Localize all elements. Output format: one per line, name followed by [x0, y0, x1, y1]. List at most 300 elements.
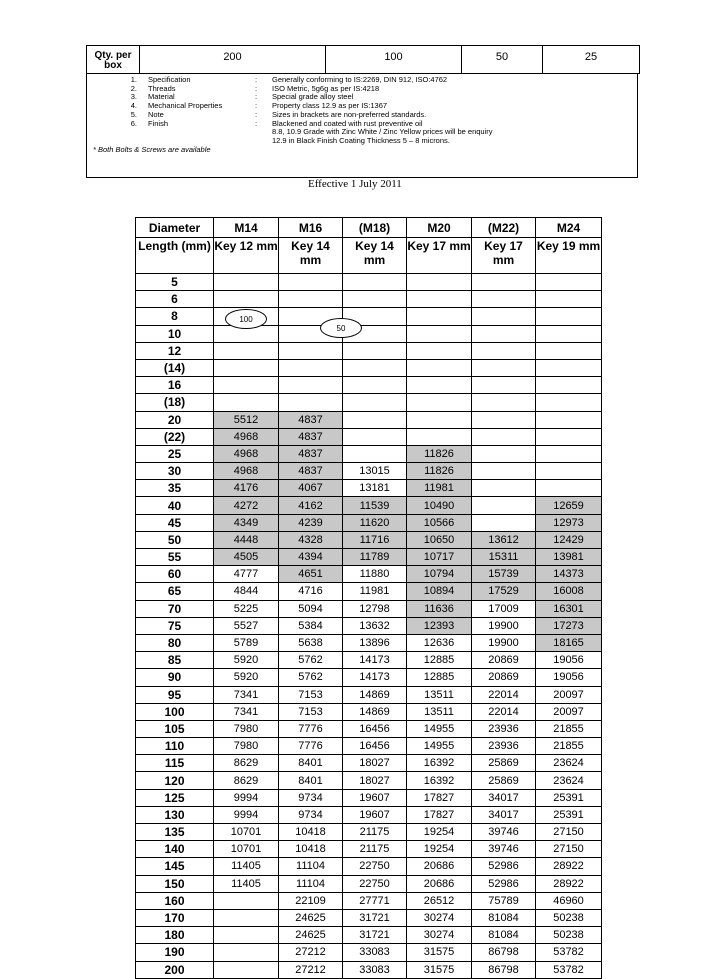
- price-table: [135, 217, 602, 979]
- price-cell: [536, 394, 602, 411]
- price-cell: 10418: [279, 841, 343, 858]
- price-cell: 24625: [279, 909, 343, 926]
- price-cell: 34017: [472, 806, 536, 823]
- length-cell: (14): [136, 359, 214, 376]
- price-cell: [214, 961, 279, 978]
- price-cell: 7153: [279, 703, 343, 720]
- price-cell: 5094: [279, 600, 343, 617]
- length-cell: 50: [136, 531, 214, 548]
- price-cell: 10566: [407, 514, 472, 531]
- price-cell: 31575: [407, 944, 472, 961]
- price-cell: [536, 274, 602, 291]
- price-cell: 21855: [536, 738, 602, 755]
- price-cell: 4968: [214, 445, 279, 462]
- length-cell: 6: [136, 291, 214, 308]
- price-cell: 4162: [279, 497, 343, 514]
- price-cell: 13632: [343, 617, 407, 634]
- price-cell: 12659: [536, 497, 602, 514]
- price-cell: 19254: [407, 841, 472, 858]
- price-cell: 7341: [214, 703, 279, 720]
- size-header: (M22): [472, 218, 536, 238]
- price-cell: 12393: [407, 617, 472, 634]
- footnote: * Both Bolts & Screws are available: [93, 145, 211, 154]
- key-header: Key 17 mm: [407, 238, 472, 274]
- length-cell: 20: [136, 411, 214, 428]
- spec-key: Finish: [148, 118, 169, 128]
- price-cell: 12429: [536, 531, 602, 548]
- price-cell: 11104: [279, 858, 343, 875]
- price-cell: 4394: [279, 549, 343, 566]
- table-row: [136, 720, 602, 737]
- length-cell: (22): [136, 428, 214, 445]
- price-cell: [279, 359, 343, 376]
- price-cell: 14173: [343, 669, 407, 686]
- price-cell: 4716: [279, 583, 343, 600]
- price-cell: 22750: [343, 858, 407, 875]
- price-cell: 19607: [343, 789, 407, 806]
- price-cell: 4349: [214, 514, 279, 531]
- price-cell: 11539: [343, 497, 407, 514]
- length-cell: 40: [136, 497, 214, 514]
- price-cell: 39746: [472, 824, 536, 841]
- price-cell: 11826: [407, 463, 472, 480]
- length-cell: 160: [136, 892, 214, 909]
- price-cell: 18027: [343, 755, 407, 772]
- table-row: [136, 961, 602, 978]
- spec-key: Specification: [148, 75, 191, 84]
- table-row: [136, 927, 602, 944]
- price-cell: 11981: [407, 480, 472, 497]
- price-cell: 4837: [279, 428, 343, 445]
- price-cell: 4176: [214, 480, 279, 497]
- price-cell: 17827: [407, 806, 472, 823]
- price-cell: 4067: [279, 480, 343, 497]
- price-cell: [214, 394, 279, 411]
- price-cell: 5920: [214, 652, 279, 669]
- qty-value: 50: [462, 46, 543, 74]
- price-cell: [536, 325, 602, 342]
- price-cell: 31721: [343, 927, 407, 944]
- price-cell: 30274: [407, 909, 472, 926]
- price-cell: [472, 497, 536, 514]
- price-cell: 19900: [472, 617, 536, 634]
- price-cell: [407, 308, 472, 325]
- length-cell: 90: [136, 669, 214, 686]
- price-cell: 13511: [407, 686, 472, 703]
- price-cell: 8629: [214, 772, 279, 789]
- size-header: M16: [279, 218, 343, 238]
- price-cell: 9734: [279, 806, 343, 823]
- length-cell: 190: [136, 944, 214, 961]
- table-row: [136, 531, 602, 548]
- price-cell: 22750: [343, 875, 407, 892]
- price-cell: 18165: [536, 634, 602, 651]
- table-row: [136, 841, 602, 858]
- price-cell: 13612: [472, 531, 536, 548]
- length-cell: 85: [136, 652, 214, 669]
- price-cell: 25869: [472, 755, 536, 772]
- price-cell: [407, 411, 472, 428]
- price-cell: 23936: [472, 738, 536, 755]
- price-cell: 15311: [472, 549, 536, 566]
- price-cell: 14869: [343, 686, 407, 703]
- table-row: [136, 755, 602, 772]
- price-cell: 9994: [214, 806, 279, 823]
- price-cell: 11981: [343, 583, 407, 600]
- table-row: [136, 445, 602, 462]
- price-cell: 7980: [214, 720, 279, 737]
- price-cell: 4448: [214, 531, 279, 548]
- price-cell: 17529: [472, 583, 536, 600]
- price-cell: 27212: [279, 961, 343, 978]
- table-row: [136, 909, 602, 926]
- price-cell: 11789: [343, 549, 407, 566]
- effective-date: Effective 1 July 2011: [308, 178, 402, 190]
- price-cell: 8629: [214, 755, 279, 772]
- price-cell: 14869: [343, 703, 407, 720]
- price-cell: 25391: [536, 806, 602, 823]
- price-cell: 20097: [536, 703, 602, 720]
- price-cell: [343, 342, 407, 359]
- price-cell: 14955: [407, 738, 472, 755]
- price-cell: 4651: [279, 566, 343, 583]
- spec-key: Threads: [148, 83, 176, 93]
- price-cell: 20869: [472, 669, 536, 686]
- price-cell: 12885: [407, 652, 472, 669]
- price-cell: 19254: [407, 824, 472, 841]
- price-cell: 20097: [536, 686, 602, 703]
- price-cell: 4844: [214, 583, 279, 600]
- spec-key: Material: [148, 92, 175, 102]
- table-row: [136, 377, 602, 394]
- length-cell: 80: [136, 634, 214, 651]
- price-cell: [279, 342, 343, 359]
- price-cell: 25391: [536, 789, 602, 806]
- price-cell: 81084: [472, 927, 536, 944]
- price-cell: 46960: [536, 892, 602, 909]
- table-row: [136, 703, 602, 720]
- price-cell: 20686: [407, 875, 472, 892]
- key-header: Key 19 mm: [536, 238, 602, 274]
- qty-value: 100: [326, 46, 462, 74]
- table-row: [136, 549, 602, 566]
- price-cell: [214, 909, 279, 926]
- spec-colon: :: [255, 83, 258, 93]
- qty-per-box-table: [86, 45, 640, 74]
- spec-extra-line: 8.8, 10.9 Grade with Zinc White / Zinc Yellow prices will be enquiry: [272, 127, 493, 137]
- price-cell: 33083: [343, 944, 407, 961]
- price-cell: 28922: [536, 858, 602, 875]
- length-cell: 16: [136, 377, 214, 394]
- header-length: Length (mm): [136, 238, 214, 274]
- table-row: [136, 308, 602, 325]
- price-cell: 86798: [472, 944, 536, 961]
- table-row: [136, 514, 602, 531]
- length-cell: 125: [136, 789, 214, 806]
- price-cell: 33083: [343, 961, 407, 978]
- price-cell: 10418: [279, 824, 343, 841]
- price-cell: [343, 359, 407, 376]
- table-row: [136, 342, 602, 359]
- length-cell: 75: [136, 617, 214, 634]
- price-cell: 19056: [536, 652, 602, 669]
- price-cell: 13181: [343, 480, 407, 497]
- table-row: [136, 394, 602, 411]
- spec-key: Mechanical Properties: [148, 101, 223, 111]
- length-cell: 8: [136, 308, 214, 325]
- price-cell: 23624: [536, 772, 602, 789]
- price-cell: 20869: [472, 652, 536, 669]
- length-cell: 110: [136, 738, 214, 755]
- price-cell: 5920: [214, 669, 279, 686]
- price-cell: 7980: [214, 738, 279, 755]
- price-cell: 24625: [279, 927, 343, 944]
- price-cell: 11826: [407, 445, 472, 462]
- price-cell: 7776: [279, 720, 343, 737]
- price-cell: [343, 428, 407, 445]
- size-header: M14: [214, 218, 279, 238]
- table-row: [136, 291, 602, 308]
- price-cell: 8401: [279, 772, 343, 789]
- price-cell: 4968: [214, 463, 279, 480]
- length-cell: 65: [136, 583, 214, 600]
- qty-bubble: 100: [225, 309, 267, 329]
- price-cell: [407, 377, 472, 394]
- price-cell: 4239: [279, 514, 343, 531]
- price-cell: [536, 411, 602, 428]
- price-cell: 13511: [407, 703, 472, 720]
- price-cell: 4328: [279, 531, 343, 548]
- key-header: Key 14 mm: [279, 238, 343, 274]
- price-cell: 5512: [214, 411, 279, 428]
- price-cell: 28922: [536, 875, 602, 892]
- price-cell: 31721: [343, 909, 407, 926]
- price-cell: [472, 291, 536, 308]
- length-cell: 60: [136, 566, 214, 583]
- table-row: [136, 944, 602, 961]
- size-header: M20: [407, 218, 472, 238]
- length-cell: 180: [136, 927, 214, 944]
- price-cell: 16392: [407, 772, 472, 789]
- price-cell: 11636: [407, 600, 472, 617]
- price-cell: [343, 445, 407, 462]
- spec-number: 5.: [130, 109, 137, 119]
- price-cell: [536, 359, 602, 376]
- length-cell: 135: [136, 824, 214, 841]
- price-cell: [472, 325, 536, 342]
- spec-value: Special grade alloy steel: [272, 92, 354, 102]
- price-cell: 11104: [279, 875, 343, 892]
- price-cell: 52986: [472, 858, 536, 875]
- spec-number: 3.: [130, 92, 137, 102]
- price-cell: 4837: [279, 411, 343, 428]
- table-row: [136, 875, 602, 892]
- spec-number: 4.: [130, 101, 137, 111]
- spec-extra-line: 12.9 in Black Finish Coating Thickness 5 – 8 microns.: [272, 135, 450, 145]
- price-cell: [472, 514, 536, 531]
- price-cell: 26512: [407, 892, 472, 909]
- price-cell: [536, 377, 602, 394]
- price-cell: [343, 274, 407, 291]
- price-cell: [214, 342, 279, 359]
- length-cell: 150: [136, 875, 214, 892]
- price-cell: 11405: [214, 858, 279, 875]
- price-cell: [536, 445, 602, 462]
- header-diameter: Diameter: [136, 218, 214, 238]
- price-cell: 22109: [279, 892, 343, 909]
- price-cell: 4968: [214, 428, 279, 445]
- length-cell: 200: [136, 961, 214, 978]
- price-cell: 4272: [214, 497, 279, 514]
- length-cell: 140: [136, 841, 214, 858]
- price-cell: [343, 377, 407, 394]
- price-cell: 23936: [472, 720, 536, 737]
- price-cell: [343, 394, 407, 411]
- price-cell: 13896: [343, 634, 407, 651]
- qty-value: 25: [543, 46, 640, 74]
- table-row: [136, 463, 602, 480]
- spec-number: 2.: [130, 83, 137, 93]
- table-row: [136, 325, 602, 342]
- price-cell: [472, 445, 536, 462]
- price-cell: [214, 274, 279, 291]
- price-cell: 13015: [343, 463, 407, 480]
- size-header: (M18): [343, 218, 407, 238]
- price-cell: 13981: [536, 549, 602, 566]
- price-cell: [214, 927, 279, 944]
- price-cell: [472, 480, 536, 497]
- table-row: [136, 428, 602, 445]
- price-cell: [536, 428, 602, 445]
- table-row: [136, 669, 602, 686]
- price-cell: 17827: [407, 789, 472, 806]
- table-row: [136, 359, 602, 376]
- price-cell: 27150: [536, 841, 602, 858]
- price-cell: [472, 428, 536, 445]
- length-cell: 5: [136, 274, 214, 291]
- price-cell: 27150: [536, 824, 602, 841]
- length-cell: 55: [136, 549, 214, 566]
- table-row: [136, 806, 602, 823]
- length-cell: 25: [136, 445, 214, 462]
- length-cell: 45: [136, 514, 214, 531]
- price-cell: 50238: [536, 927, 602, 944]
- price-cell: [279, 291, 343, 308]
- table-row: [136, 652, 602, 669]
- price-cell: [536, 480, 602, 497]
- table-row: [136, 858, 602, 875]
- table-row: [136, 892, 602, 909]
- table-row: [136, 772, 602, 789]
- price-cell: 53782: [536, 944, 602, 961]
- price-cell: 11620: [343, 514, 407, 531]
- spec-colon: :: [255, 101, 258, 111]
- price-cell: [343, 291, 407, 308]
- length-cell: 170: [136, 909, 214, 926]
- price-cell: 16456: [343, 720, 407, 737]
- price-cell: 22014: [472, 686, 536, 703]
- price-cell: 7341: [214, 686, 279, 703]
- price-cell: 21855: [536, 720, 602, 737]
- price-cell: 16456: [343, 738, 407, 755]
- price-cell: 17273: [536, 617, 602, 634]
- length-cell: 10: [136, 325, 214, 342]
- table-row: [136, 566, 602, 583]
- spec-colon: :: [255, 92, 258, 102]
- price-cell: 18027: [343, 772, 407, 789]
- price-cell: 21175: [343, 824, 407, 841]
- price-cell: 9734: [279, 789, 343, 806]
- price-cell: 86798: [472, 961, 536, 978]
- price-cell: [407, 359, 472, 376]
- table-row: [136, 583, 602, 600]
- price-cell: [472, 308, 536, 325]
- qty-bubble: 50: [320, 318, 362, 338]
- price-cell: [407, 274, 472, 291]
- price-cell: 25869: [472, 772, 536, 789]
- table-row: [136, 789, 602, 806]
- spec-number: 1.: [130, 75, 137, 84]
- spec-value: Generally conforming to IS:2269, DIN 912, ISO:4762: [272, 75, 448, 84]
- price-cell: 7153: [279, 686, 343, 703]
- length-cell: 70: [136, 600, 214, 617]
- price-cell: 52986: [472, 875, 536, 892]
- price-cell: 17009: [472, 600, 536, 617]
- price-cell: 14173: [343, 652, 407, 669]
- price-cell: [214, 291, 279, 308]
- table-row: [136, 824, 602, 841]
- price-cell: 10717: [407, 549, 472, 566]
- price-cell: 39746: [472, 841, 536, 858]
- length-cell: 100: [136, 703, 214, 720]
- price-cell: 5789: [214, 634, 279, 651]
- price-cell: 27212: [279, 944, 343, 961]
- price-cell: 21175: [343, 841, 407, 858]
- price-cell: [472, 463, 536, 480]
- price-cell: [472, 342, 536, 359]
- table-row: [136, 480, 602, 497]
- length-cell: 105: [136, 720, 214, 737]
- price-cell: 27771: [343, 892, 407, 909]
- price-cell: 81084: [472, 909, 536, 926]
- price-cell: 16392: [407, 755, 472, 772]
- qty-per-box-label: Qty. per box: [87, 46, 140, 74]
- price-cell: 10650: [407, 531, 472, 548]
- price-cell: 19607: [343, 806, 407, 823]
- key-header: Key 17 mm: [472, 238, 536, 274]
- price-cell: [407, 342, 472, 359]
- length-cell: 35: [136, 480, 214, 497]
- price-cell: [472, 274, 536, 291]
- length-cell: 145: [136, 858, 214, 875]
- price-cell: 10701: [214, 841, 279, 858]
- price-cell: [407, 291, 472, 308]
- price-cell: 10794: [407, 566, 472, 583]
- price-cell: 19900: [472, 634, 536, 651]
- spec-number: 6.: [130, 118, 137, 128]
- price-cell: [407, 428, 472, 445]
- price-cell: 23624: [536, 755, 602, 772]
- length-cell: 115: [136, 755, 214, 772]
- spec-colon: :: [255, 118, 258, 128]
- price-cell: [536, 308, 602, 325]
- price-cell: 4777: [214, 566, 279, 583]
- price-cell: [536, 342, 602, 359]
- size-header: M24: [536, 218, 602, 238]
- price-cell: 5638: [279, 634, 343, 651]
- price-cell: 16301: [536, 600, 602, 617]
- price-cell: 10701: [214, 824, 279, 841]
